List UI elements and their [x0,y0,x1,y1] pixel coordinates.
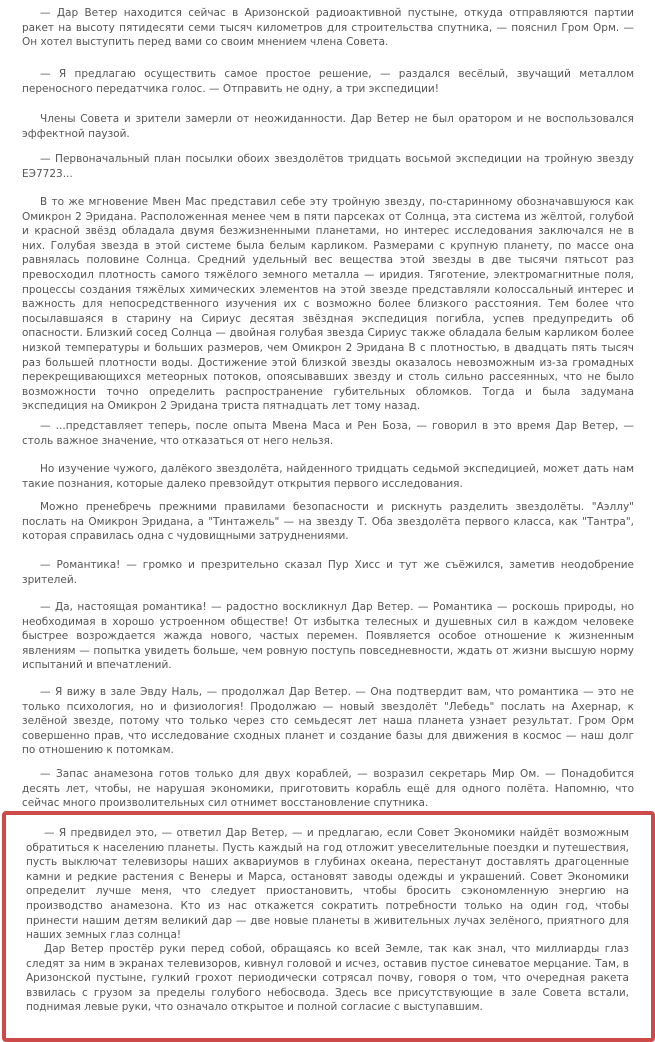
highlighted-section [2,811,655,1042]
paragraph-8: Можно пренебречь прежними правилами безопасности и рискнуть разделить звездолёты. "Аэллу" послать на Омикрон Эридана, а "Тинтажель" — на звезду Т. Оба звездолёта первого класса, как "Тантра", которая справилась одна с чудовищными затруднениями. [22,501,634,543]
highlighted-paragraph-1: — Я предвидел это, — ответил Дар Ветер, — и предлагаю, если Совет Экономики найдёт возможным обратиться к населению планеты. Пусть каждый на год отложит увеселительные поездки и путешествия, пусть выключат телевизоры наших аквариумов в глубинах океана, перестанут доставлять драгоценные камни и редкие растения с Венеры и Марса, остановят заводы одежды и украшений. Совет Экономики определит лучше меня, что следует приостановить, чтобы бросить сэкономленную энергию на производство анамезона. Кто из нас откажется сократить потребности только на один год, чтобы принести нашим детям великий дар — две новые планеты в живительных лучах зелёного, приятного для наших земных глаз солнца! [26,827,629,942]
paragraph-1: — Дар Ветер находится сейчас в Аризонской радиоактивной пустыне, откуда отправляются партии ракет на высоту пятидесяти семи тысяч километров для строительства спутника, — пояснил Гром Орм. — Он хотел выступить перед вами со своим мнением члена Совета. [22,7,634,49]
paragraph-2: — Я предлагаю осуществить самое простое решение, — раздался весёлый, звучащий металлом переносного передатчика голос. — Отправить не одну, а три экспедиции! [22,68,634,95]
paragraph-10: — Да, настоящая романтика! — радостно воскликнул Дар Ветер. — Романтика — роскошь природы, но необходимая в хорошо устроенном обществе! От избытка телесных и душевных сил в каждом человеке быстрее возрождается жажда нового, частых перемен. Появляется особое отношение к жизненным явлениям — попытка увидеть больше, чем ровную поступь повседневности, ждать от жизни высшую норму испытаний и впечатлений. [22,601,634,672]
paragraph-7: Но изучение чужого, далёкого звездолёта, найденного тридцать седьмой экспедицией, может дать нам такие познания, которые далеко превзойдут открытия первого исследования. [22,463,634,490]
paragraph-11: — Я вижу в зале Эвду Наль, — продолжал Дар Ветер. — Она подтвердит вам, что романтика — это не только психология, но и физиология! Продолжаю — новый звездолёт "Лебедь" послать на Ахернар, к зелёной звезде, потому что только через сто семьдесят лет наша планета узнает результат. Гром Орм совершенно прав, что исследование сходных планет и создание базы для движения в космос — наш долг по отношению к потомкам. [22,686,634,757]
paragraph-4: — Первоначальный план посылки обоих звездолётов тридцать восьмой экспедиции на тройную звезду ЕЭ7723... [22,153,634,180]
paragraph-3: Члены Совета и зрители замерли от неожиданности. Дар Ветер не был оратором и не воспользовался эффектной паузой. [22,113,634,140]
highlighted-paragraph-2: Дар Ветер простёр руки перед собой, обращаясь ко всей Земле, так как знал, что миллиарды глаз следят за ним в экранах телевизоров, кивнул головой и исчез, оставив пустое синеватое мерцание. Там, в Аризонской пустыне, гулкий грохот периодически сотрясал почву, говоря о том, что очередная ракета взвилась с грузом за пределы голубого небосвода. Здесь все присутствующие в зале Совета встали, поднимая левые руки, что означало открытое и полной согласие с выступавшим. [26,943,629,1014]
paragraph-6: — ...представляет теперь, после опыта Мвена Маса и Рен Боза, — говорил в это время Дар Ветер, — столь важное значение, что отказаться от него нельзя. [22,420,634,447]
paragraph-12: — Запас анамезона готов только для двух кораблей, — возразил секретарь Мир Ом. — Понадобится десять лет, чтобы, не нарушая экономики, приготовить корабль ещё для одного полёта. Напомню, что сейчас много произволительных сил отнимет восстановление спутника. [22,768,634,810]
paragraph-5: В то же мгновение Мвен Мас представил себе эту тройную звезду, по-старинному обозначавшуюся как Омикрон 2 Эридана. Расположенная менее чем в пяти парсеках от Солнца, эта система из жёлтой, голубой и красной звёзд обладала двумя безжизненными планетами, но интерес исследования заключался не в них. Голубая звезда в этой системе была белым карликом. Размерами с крупную планету, по массе она равнялась половине Солнца. Средний удельный вес вещества этой звезды в две тысячи пятьсот раз превосходил плотность самого тяжёлого земного металла — иридия. Тяготение, электромагнитные поля, процессы создания тяжёлых химических элементов на этой звезде представляли колоссальный интерес и важность для непосредственного изучения их с возможно более близкого расстояния. Тем более что посылавшаяся в старину на Сириус десятая звёздная экспедиция погибла, успев предупредить об опасности. Близкий сосед Солнца — двойная голубая звезда Сириус также обладала белым карликом более низкой температуры и больших размеров, чем Омикрон 2 Эридана В с плотностью, в двадцать пять тысяч раз большей плотности воды. Достижение этой близкой звезды оказалось невозможным из-за громадных перекрещивающихся метеорных потоков, опоясывавших звезду и столь сильно рассеянных, что не было возможности точно определить распространение губительных обломков. Тогда и была задумана экспедиция на Омикрон 2 Эридана триста пятнадцать лет тому назад. [22,196,634,413]
paragraph-9: — Романтика! — громко и презрительно сказал Пур Хисс и тут же съёжился, заметив неодобрение зрителей. [22,559,634,586]
